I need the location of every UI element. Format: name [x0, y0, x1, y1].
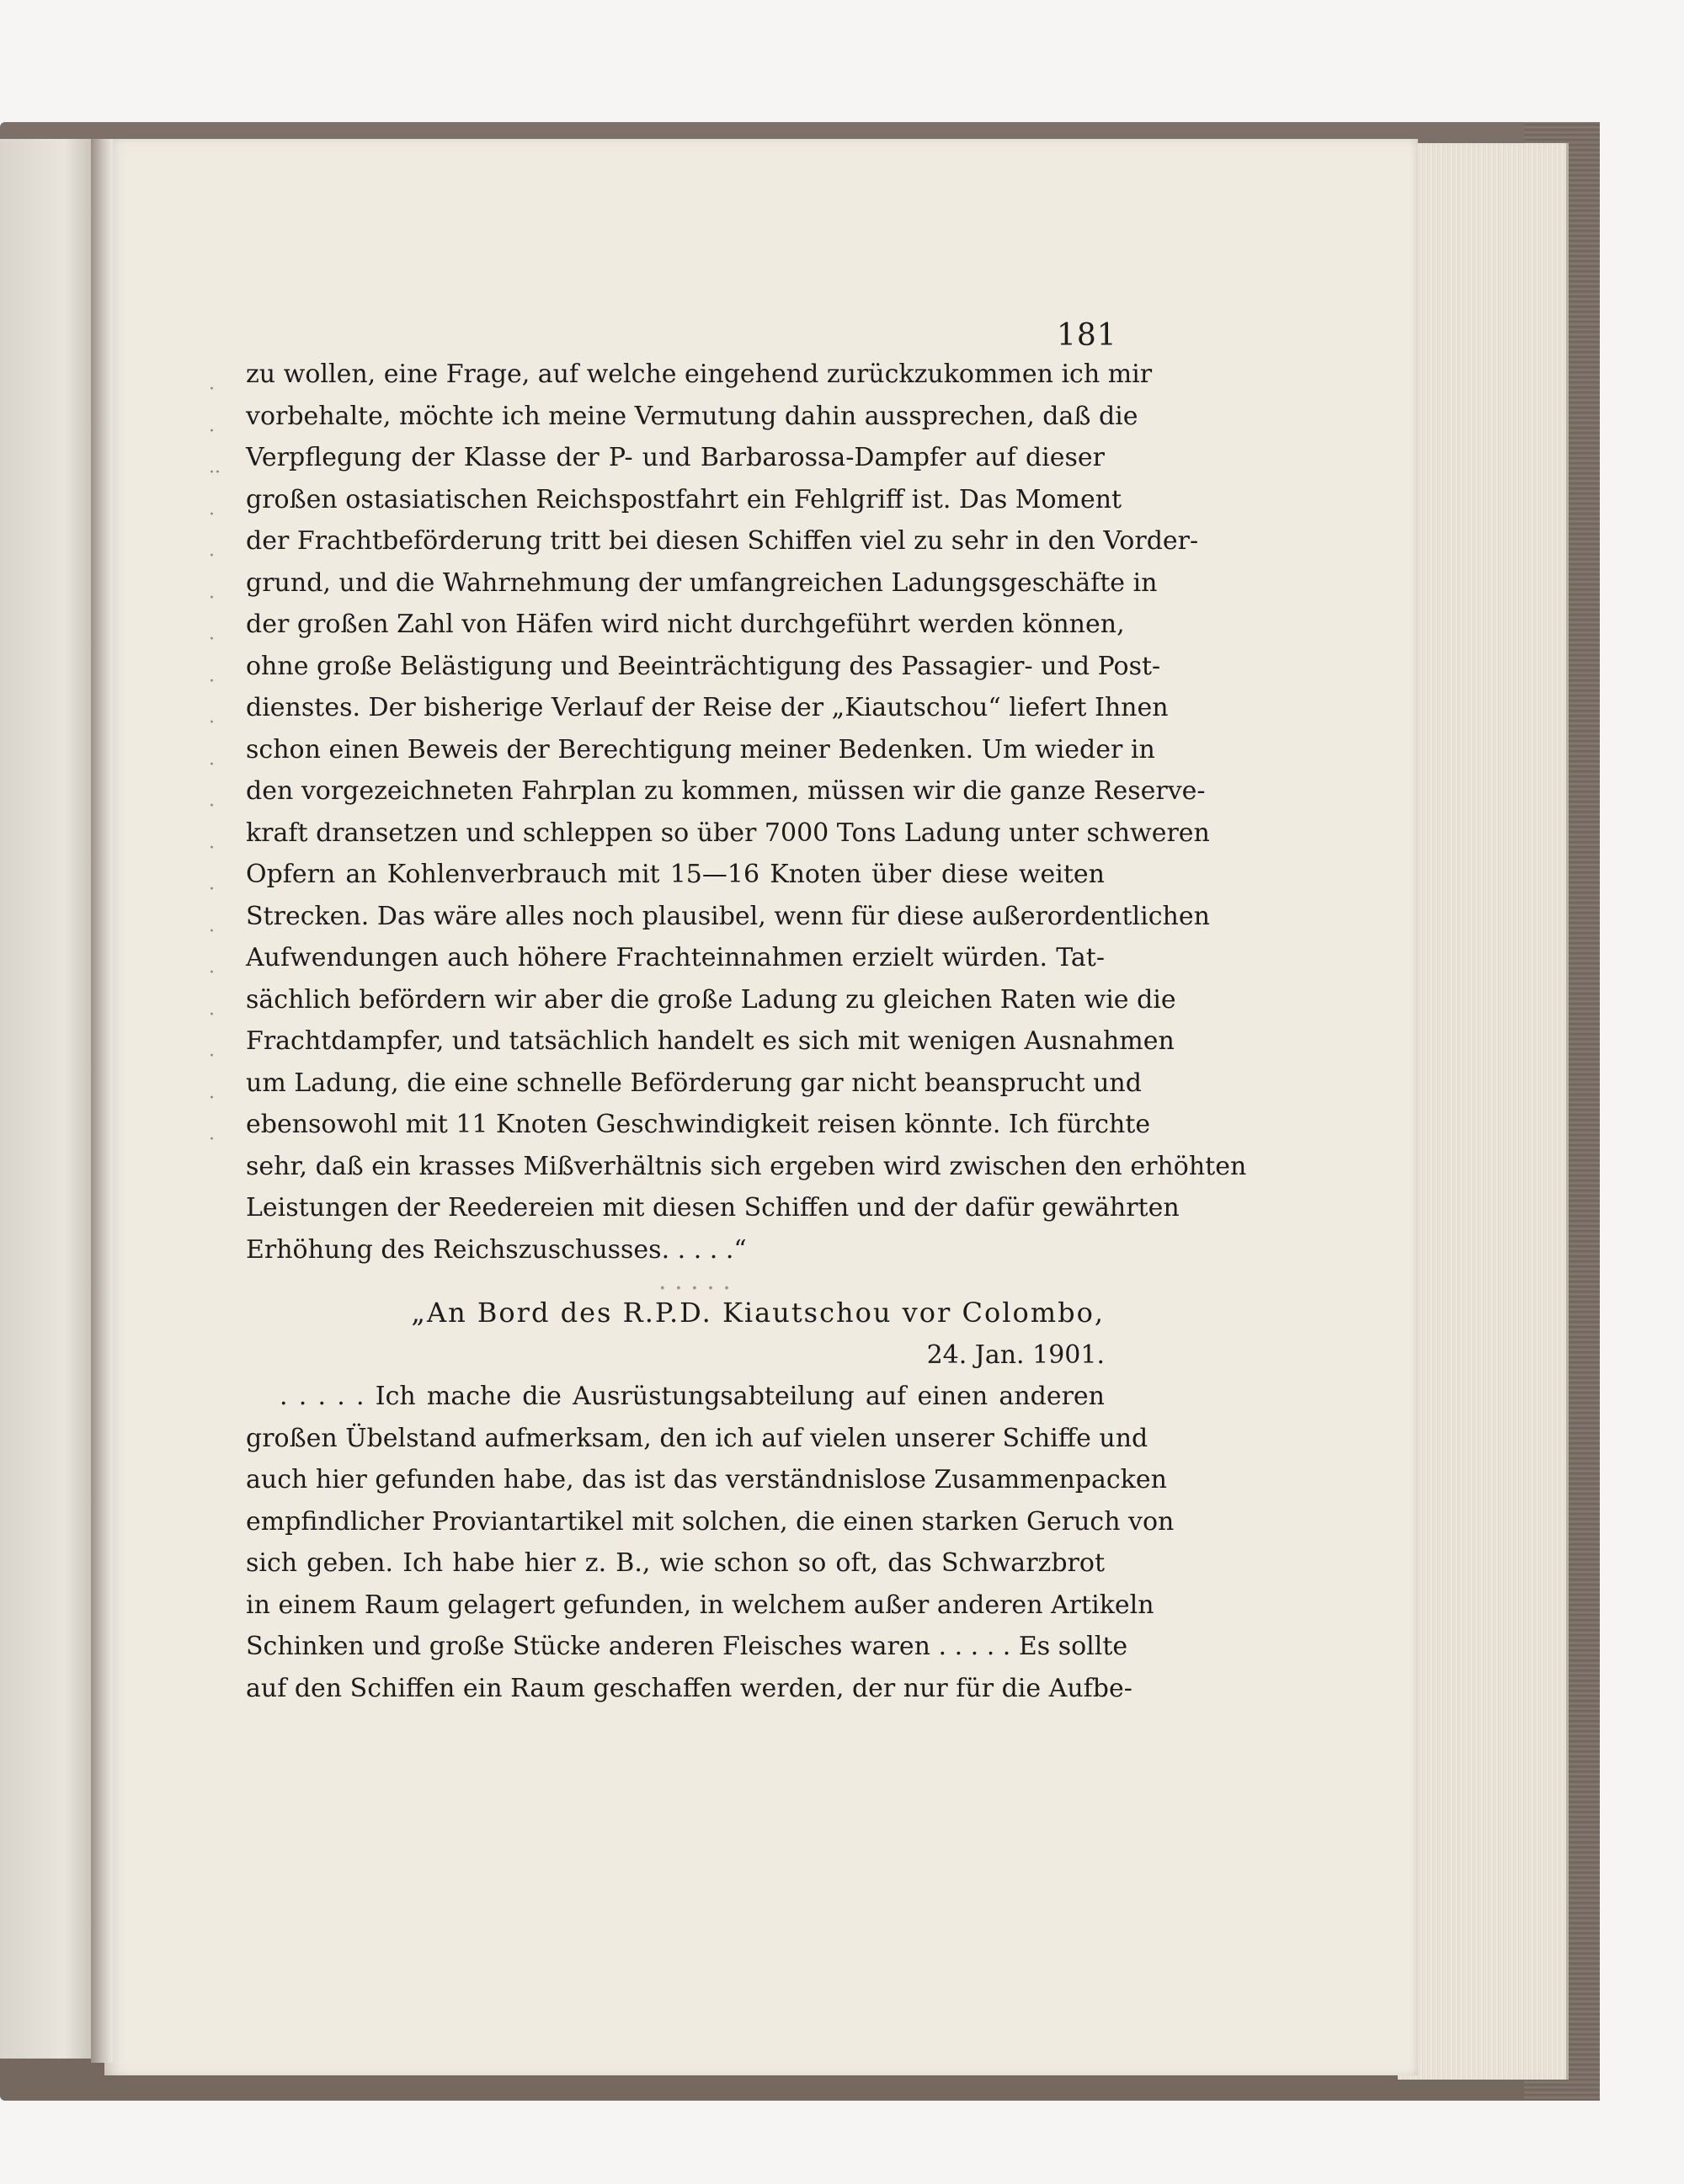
text-line: den vorgezeichneten Fahrplan zu kommen, müssen wir die ganze Reserve-	[246, 776, 1206, 806]
text-line: kraft dransetzen und schleppen so über 7000 Tons Ladung unter schweren	[246, 818, 1210, 848]
page-number: 181	[1057, 318, 1117, 353]
text-line: Frachtdampfer, und tatsächlich handelt es sich mit wenigen Ausnahmen	[246, 1026, 1175, 1056]
margin-marks: · · ·· · · · · · · · · · · · · · · · ·	[209, 379, 221, 1150]
text-line: der Frachtbeförderung tritt bei diesen Schiffen viel zu sehr in den Vorder-	[246, 526, 1199, 556]
text-line: großen ostasiatischen Reichspostfahrt ein Fehlgriff ist. Das Moment	[246, 484, 1122, 514]
text-line: grund, und die Wahrnehmung der umfangreichen Ladungsgeschäfte in	[246, 567, 1158, 598]
text-line: auch hier gefunden habe, das ist das verständnislose Zusammenpacken	[246, 1465, 1167, 1494]
book-gutter	[91, 139, 113, 2063]
text-line: großen Übelstand aufmerksam, den ich auf vielen unserer Schiffe und	[246, 1423, 1148, 1453]
page-edges	[1398, 143, 1569, 2080]
text-line: sächlich befördern wir aber die große Ladung zu gleichen Raten wie die	[246, 984, 1176, 1015]
text-line: schon einen Beweis der Berechtigung meiner Bedenken. Um wieder in	[246, 734, 1155, 764]
text-line: Strecken. Das wäre alles noch plausibel, wenn für diese außerordentlichen	[246, 901, 1210, 931]
text-block	[246, 354, 1247, 1709]
text-line: vorbehalte, möchte ich meine Vermutung dahin aussprechen, daß die	[246, 401, 1138, 431]
text-line: Aufwendungen auch höhere Frachteinnahmen erzielt würden. Tat-	[246, 943, 1105, 972]
separator-dots: . . . . .	[658, 1266, 731, 1296]
text-line: der großen Zahl von Häfen wird nicht durchgeführt werden können,	[246, 610, 1125, 639]
text-line: in einem Raum gelagert gefunden, in welchem außer anderen Artikeln	[246, 1590, 1154, 1620]
text-line: Opfern an Kohlenverbrauch mit 15—16 Knoten über diese weiten	[246, 860, 1105, 889]
text-line: . . . . . Ich mache die Ausrüstungsabteilung auf einen anderen	[280, 1382, 1105, 1411]
text-line: Leistungen der Reedereien mit diesen Schiffen und der dafür gewährten	[246, 1193, 1180, 1223]
text-line: Erhöhung des Reichszuschusses. . . . .“	[246, 1234, 747, 1265]
text-line: auf den Schiffen ein Raum geschaffen werden, der nur für die Aufbe-	[246, 1673, 1132, 1703]
left-page	[0, 139, 93, 2059]
text-line: Verpflegung der Klasse der P- und Barbarossa-Dampfer auf dieser	[246, 443, 1105, 472]
letter-heading: „An Bord des R.P.D. Kiautschou vor Colombo,	[411, 1297, 1105, 1329]
letter-date: 24. Jan. 1901.	[926, 1340, 1105, 1370]
text-line: zu wollen, eine Frage, auf welche eingehend zurückzukommen ich mir	[246, 360, 1153, 389]
text-line: empfindlicher Proviantartikel mit solchen, die einen starken Geruch von	[246, 1506, 1175, 1537]
text-line: ohne große Belästigung und Beeinträchtigung des Passagier- und Post-	[246, 651, 1161, 681]
text-line: dienstes. Der bisherige Verlauf der Reise der „Kiautschou“ liefert Ihnen	[246, 693, 1169, 722]
text-line: sich geben. Ich habe hier z. B., wie schon so oft, das Schwarzbrot	[246, 1548, 1105, 1578]
text-line: ebensowohl mit 11 Knoten Geschwindigkeit reisen könnte. Ich fürchte	[246, 1110, 1151, 1139]
text-line: sehr, daß ein krasses Mißverhältnis sich ergeben wird zwischen den erhöhten	[246, 1151, 1247, 1181]
text-line: um Ladung, die eine schnelle Beförderung gar nicht beansprucht und	[246, 1068, 1142, 1098]
text-line: Schinken und große Stücke anderen Fleisches waren . . . . . Es sollte	[246, 1632, 1128, 1661]
